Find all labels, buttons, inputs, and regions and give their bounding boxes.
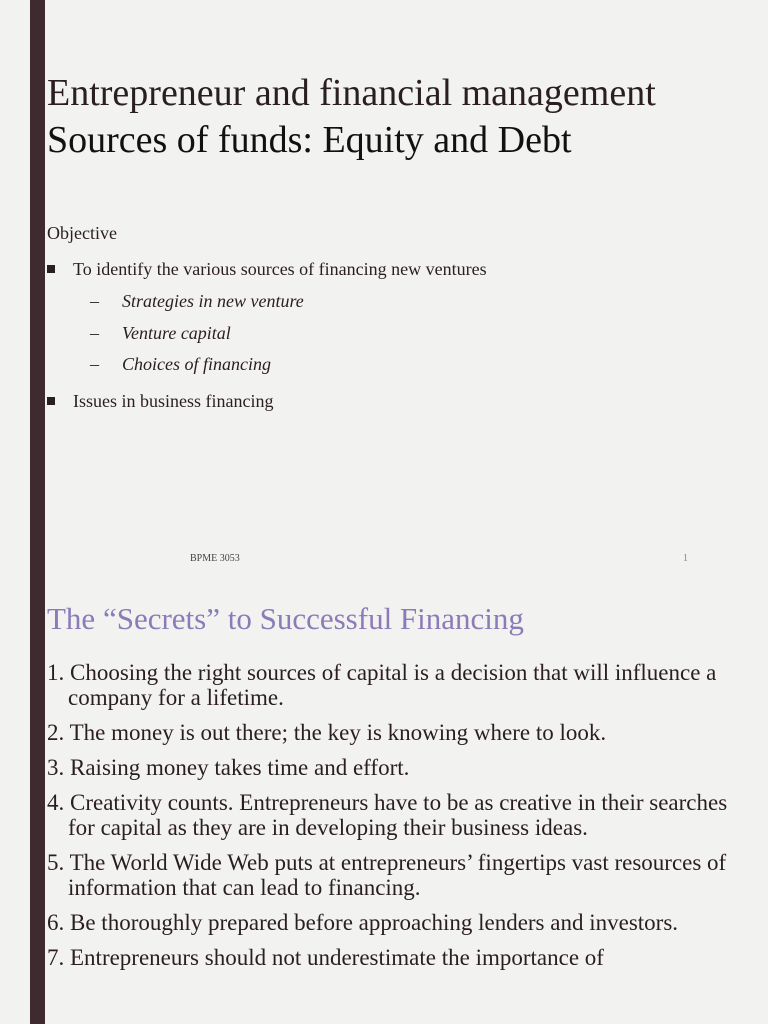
list-item: 7. Entrepreneurs should not underestimate the importance of bbox=[47, 945, 604, 970]
dash-icon: – bbox=[90, 291, 99, 311]
sub-item bbox=[90, 291, 304, 312]
square-bullet-icon bbox=[47, 265, 55, 273]
list-item: 6. Be thoroughly prepared before approaching lenders and investors. bbox=[47, 910, 679, 935]
list-item: 5. The World Wide Web puts at entrepreneurs’ fingertips vast resources of information that can lead to financing. bbox=[47, 850, 727, 900]
sub-item-text: Strategies in new venture bbox=[122, 291, 304, 311]
bullet-text: Issues in business financing bbox=[73, 391, 274, 411]
title-line-1: Entrepreneur and financial management bbox=[47, 72, 656, 114]
slide-1-title bbox=[47, 71, 727, 162]
sub-item bbox=[90, 354, 271, 375]
list-item: 1. Choosing the right sources of capital is a decision that will influence a company for a lifetime. bbox=[47, 660, 717, 710]
objective-label: Objective bbox=[47, 223, 117, 243]
page-number: 1 bbox=[683, 553, 688, 564]
square-bullet-icon bbox=[47, 397, 55, 405]
bullet-item bbox=[47, 259, 487, 280]
slide-2-title: The “Secrets” to Successful Financing bbox=[47, 601, 524, 636]
list-item: 4. Creativity counts. Entrepreneurs have to be as creative in their searches for capital as they are in developing their business ideas. bbox=[47, 790, 728, 840]
title-line-2: Sources of funds: Equity and Debt bbox=[47, 119, 572, 161]
sub-item-text: Venture capital bbox=[122, 323, 231, 343]
list-item: 2. The money is out there; the key is knowing where to look. bbox=[47, 720, 607, 745]
secrets-list bbox=[47, 660, 737, 980]
dash-icon: – bbox=[90, 354, 99, 374]
dash-icon: – bbox=[90, 323, 99, 343]
sub-item bbox=[90, 323, 231, 344]
bullet-text: To identify the various sources of financing new ventures bbox=[73, 259, 487, 279]
sub-item-text: Choices of financing bbox=[122, 354, 271, 374]
list-item: 3. Raising money takes time and effort. bbox=[47, 755, 410, 780]
bullet-item bbox=[47, 391, 273, 412]
course-code: BPME 3053 bbox=[190, 553, 240, 564]
